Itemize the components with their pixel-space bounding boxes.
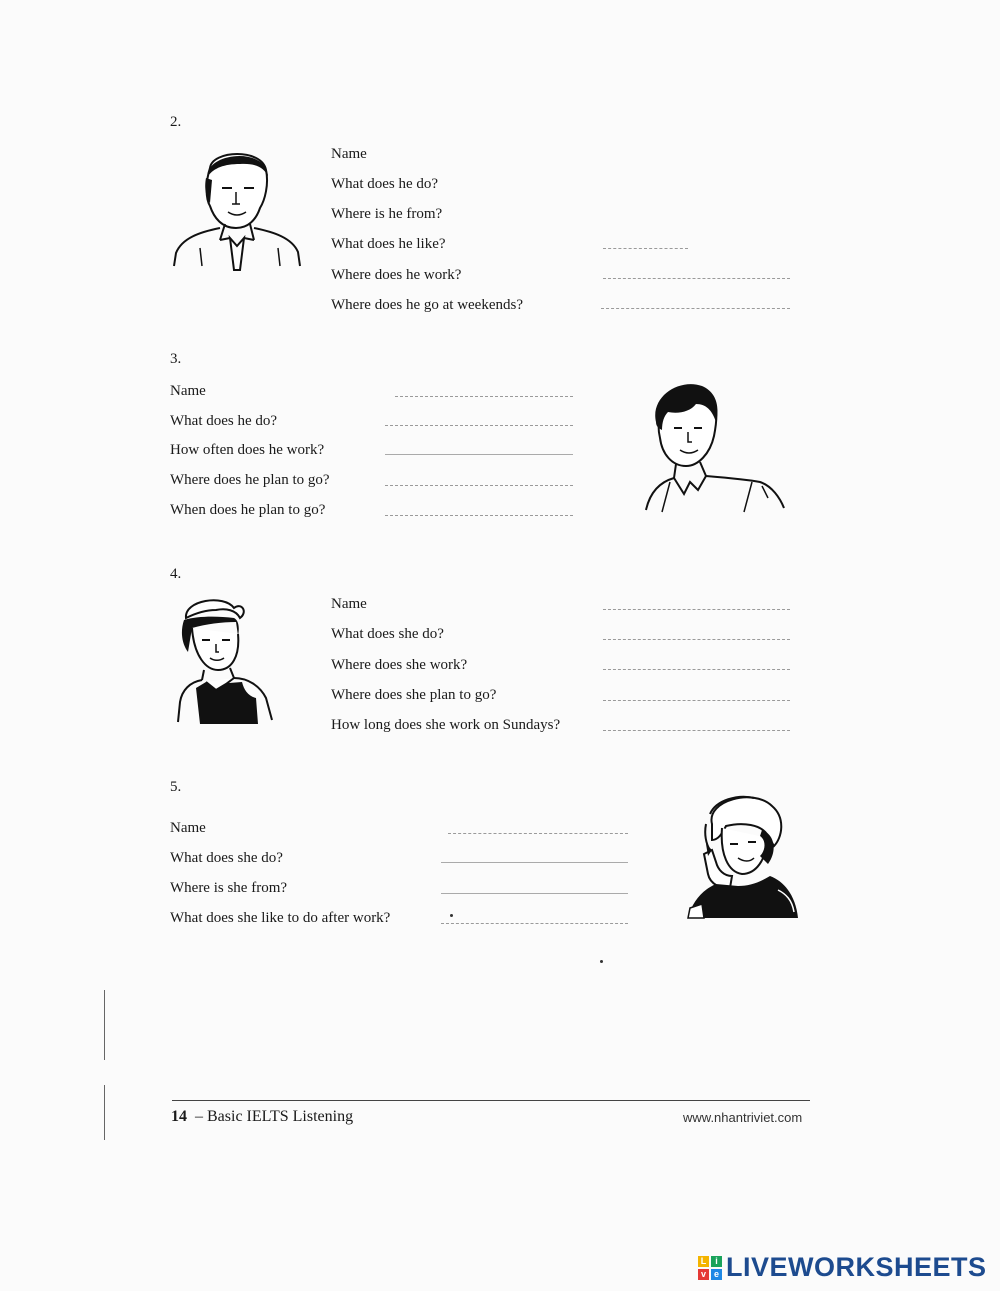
- section-3-question-name: Name: [170, 383, 206, 399]
- answer-line[interactable]: [395, 396, 573, 397]
- answer-line[interactable]: [385, 515, 573, 516]
- section-5-number: 5.: [170, 779, 182, 795]
- footer-website: www.nhantriviet.com: [683, 1110, 803, 1125]
- answer-line[interactable]: [441, 862, 628, 863]
- answer-line[interactable]: [601, 308, 790, 309]
- section-2-question-weekends: Where does he go at weekends?: [331, 297, 523, 313]
- logo-letter-tile: v: [698, 1269, 709, 1280]
- section-2-question-work: Where does he work?: [331, 267, 462, 283]
- scan-margin-mark: [104, 1085, 105, 1140]
- answer-line[interactable]: [603, 248, 688, 249]
- section-2-question-from: Where is he from?: [331, 206, 443, 222]
- answer-line[interactable]: [603, 669, 790, 670]
- answer-line[interactable]: [603, 730, 790, 731]
- section-4-question-work: Where does she work?: [331, 657, 468, 673]
- section-3-question-often: How often does he work?: [170, 442, 325, 458]
- section-5-question-name: Name: [170, 820, 206, 836]
- section-4-question-sundays: How long does she work on Sundays?: [331, 717, 561, 733]
- woman-on-phone-illustration: [682, 794, 804, 922]
- answer-line[interactable]: [441, 893, 628, 894]
- section-4-question-do: What does she do?: [331, 626, 444, 642]
- section-3-number: 3.: [170, 351, 182, 367]
- footer-page-info: [171, 1108, 353, 1126]
- liveworksheets-wordmark: LIVEWORKSHEETS: [726, 1252, 987, 1282]
- answer-line[interactable]: [603, 278, 790, 279]
- answer-line[interactable]: [441, 923, 628, 924]
- logo-letter-tile: i: [711, 1256, 722, 1267]
- answer-line[interactable]: [603, 609, 790, 610]
- page-number: 14: [171, 1108, 187, 1125]
- scan-margin-mark: [104, 990, 105, 1060]
- liveworksheets-logo: [698, 1252, 987, 1283]
- answer-line[interactable]: [448, 833, 628, 834]
- section-4-question-name: Name: [331, 596, 367, 612]
- logo-letter-tile: L: [698, 1256, 709, 1267]
- answer-line[interactable]: [385, 425, 573, 426]
- section-3-question-plan-when: When does he plan to go?: [170, 502, 326, 518]
- section-5-question-do: What does she do?: [170, 850, 283, 866]
- logo-letter-tile: e: [711, 1269, 722, 1280]
- section-3-question-plan-where: Where does he plan to go?: [170, 472, 330, 488]
- footer-divider: [172, 1100, 810, 1101]
- section-3-question-do: What does he do?: [170, 413, 278, 429]
- ink-speck: [450, 914, 453, 917]
- section-2-question-do: What does he do?: [331, 176, 439, 192]
- section-5-question-after-work: What does she like to do after work?: [170, 910, 391, 926]
- section-2-number: 2.: [170, 114, 182, 130]
- section-5-question-from: Where is she from?: [170, 880, 288, 896]
- book-title: – Basic IELTS Listening: [195, 1108, 354, 1125]
- section-4-question-plan: Where does she plan to go?: [331, 687, 497, 703]
- ink-speck: [600, 960, 603, 963]
- section-2-question-name: Name: [331, 146, 367, 162]
- answer-line[interactable]: [603, 700, 790, 701]
- answer-line[interactable]: [385, 454, 573, 455]
- answer-line[interactable]: [603, 639, 790, 640]
- man-portrait-1-illustration: [170, 148, 305, 273]
- young-man-portrait-illustration: [640, 382, 788, 514]
- section-2-question-like: What does he like?: [331, 236, 446, 252]
- waitress-portrait-illustration: [176, 598, 276, 726]
- section-4-number: 4.: [170, 566, 182, 582]
- liveworksheets-logo-icon: [698, 1256, 722, 1280]
- answer-line[interactable]: [385, 485, 573, 486]
